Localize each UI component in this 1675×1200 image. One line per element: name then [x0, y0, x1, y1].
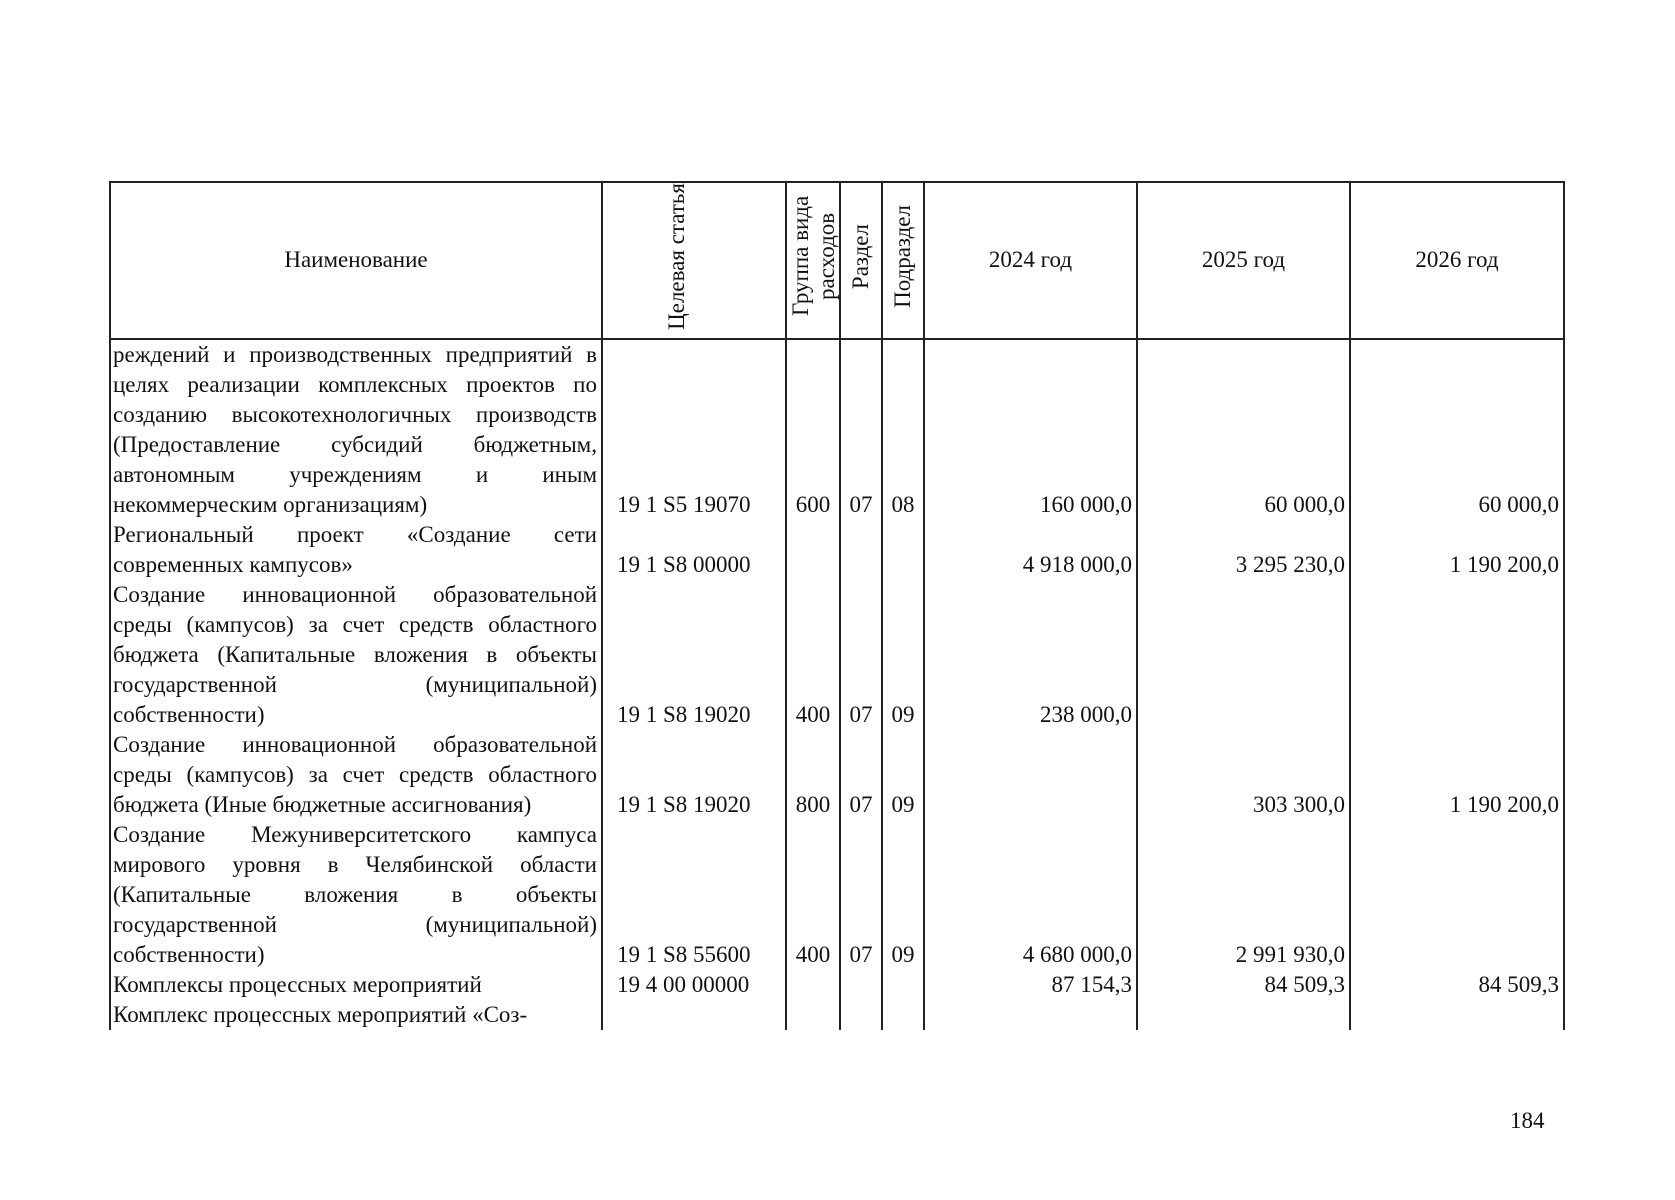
header-podrazdel: [882, 182, 924, 339]
row-2024: [924, 1000, 1137, 1030]
header-target-label: Целевая статья: [664, 183, 689, 330]
row-name: Создание инновационной образовательной среды (кампусов) за счет средств областного бюджета (Капитальные вложения в объекты государственной (муниципальной) собственности): [110, 580, 602, 730]
table-row: [110, 339, 1564, 520]
row-podrazdel: [882, 1000, 924, 1030]
row-group: 600: [786, 339, 840, 520]
row-podrazdel: 08: [882, 339, 924, 520]
table-header: [110, 182, 1564, 339]
row-2026: [1350, 1000, 1564, 1030]
row-2026: 60 000,0: [1350, 339, 1564, 520]
row-group: [786, 1000, 840, 1030]
row-group: 800: [786, 730, 840, 820]
table-row: [110, 1000, 1564, 1030]
row-2024: 238 000,0: [924, 580, 1137, 730]
row-group: 400: [786, 580, 840, 730]
row-target: 19 4 00 00000: [602, 970, 786, 1000]
row-podrazdel: 09: [882, 820, 924, 970]
header-name: Наименование: [110, 182, 602, 339]
row-2026: 1 190 200,0: [1350, 730, 1564, 820]
row-target: 19 1 S5 19070: [602, 339, 786, 520]
table-row: [110, 580, 1564, 730]
row-2025: [1137, 1000, 1350, 1030]
row-razdel: 07: [840, 820, 882, 970]
row-name: Комплекс процессных мероприятий «Соз-: [110, 1000, 602, 1030]
row-2026: [1350, 820, 1564, 970]
row-group: [786, 520, 840, 580]
row-target: 19 1 S8 00000: [602, 520, 786, 580]
page-number: 184: [1510, 1108, 1545, 1133]
row-name: Создание Межуниверситетского кампуса мирового уровня в Челябинской области (Капитальные вложения в объекты государственной (муниципальной) собственности): [110, 820, 602, 970]
row-2026: 1 190 200,0: [1350, 520, 1564, 580]
header-target: [602, 182, 786, 339]
row-2024: 160 000,0: [924, 339, 1137, 520]
row-podrazdel: 09: [882, 730, 924, 820]
row-razdel: 07: [840, 730, 882, 820]
header-2025: 2025 год: [1137, 182, 1350, 339]
row-razdel: [840, 520, 882, 580]
row-2025: [1137, 580, 1350, 730]
header-podrazdel-label: Подраздел: [890, 204, 915, 308]
row-target: 19 1 S8 55600: [602, 820, 786, 970]
row-group: 400: [786, 820, 840, 970]
header-razdel: [840, 182, 882, 339]
table-row: [110, 970, 1564, 1000]
row-2025: 303 300,0: [1137, 730, 1350, 820]
row-razdel: [840, 970, 882, 1000]
row-2025: 60 000,0: [1137, 339, 1350, 520]
row-razdel: 07: [840, 339, 882, 520]
row-2026: [1350, 580, 1564, 730]
row-name: реждений и производственных предприятий в целях реализации комплексных проектов по созданию высокотехнологичных производств (Предоставление субсидий бюджетным, автономным учреждениям и иным некоммерческим организациям): [110, 339, 602, 520]
row-target: 19 1 S8 19020: [602, 730, 786, 820]
row-target: 19 1 S8 19020: [602, 580, 786, 730]
row-2024: [924, 730, 1137, 820]
row-podrazdel: [882, 970, 924, 1000]
row-razdel: [840, 1000, 882, 1030]
row-2025: 3 295 230,0: [1137, 520, 1350, 580]
row-2025: 2 991 930,0: [1137, 820, 1350, 970]
table-row: [110, 520, 1564, 580]
row-name: Региональный проект «Создание сети современных кампусов»: [110, 520, 602, 580]
row-2024: 4 680 000,0: [924, 820, 1137, 970]
row-2026: 84 509,3: [1350, 970, 1564, 1000]
row-podrazdel: 09: [882, 580, 924, 730]
table-row: [110, 820, 1564, 970]
row-razdel: 07: [840, 580, 882, 730]
budget-table: [109, 181, 1565, 1030]
row-name: Создание инновационной образовательной среды (кампусов) за счет средств областного бюджета (Иные бюджетные ассигнования): [110, 730, 602, 820]
row-name: Комплексы процессных мероприятий: [110, 970, 602, 1000]
row-2024: 4 918 000,0: [924, 520, 1137, 580]
row-2024: 87 154,3: [924, 970, 1137, 1000]
row-2025: 84 509,3: [1137, 970, 1350, 1000]
header-group: [786, 182, 840, 339]
header-razdel-label: Раздел: [848, 223, 873, 289]
table-row: [110, 730, 1564, 820]
header-group-label: Группа вида расходов: [788, 196, 839, 317]
row-target: [602, 1000, 786, 1030]
header-2026: 2026 год: [1350, 182, 1564, 339]
header-2024: 2024 год: [924, 182, 1137, 339]
row-group: [786, 970, 840, 1000]
row-podrazdel: [882, 520, 924, 580]
